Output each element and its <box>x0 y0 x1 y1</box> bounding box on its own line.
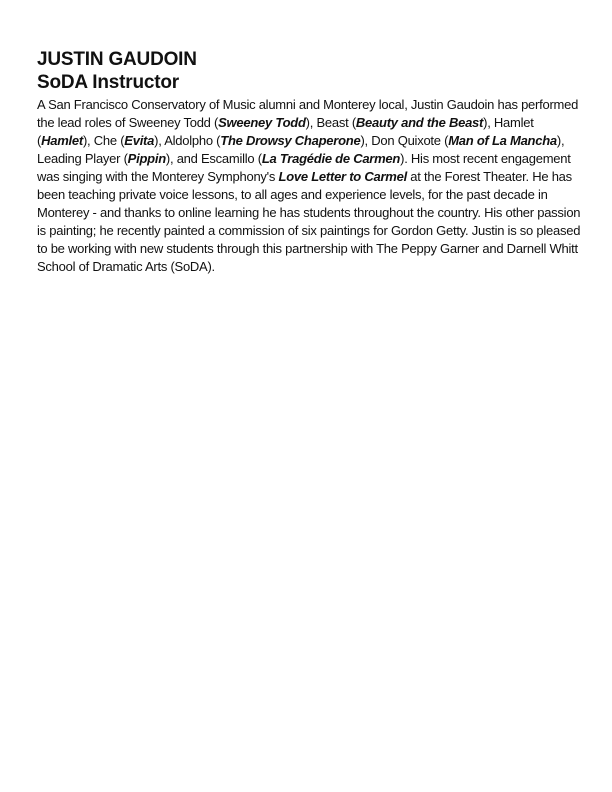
work-title: La Tragédie de Carmen <box>261 151 401 166</box>
bio-text: ). His most recent engagement was singing with the Monterey Symphony's <box>37 151 571 184</box>
bio-text: ), Che ( <box>82 133 125 148</box>
bio-text: at the Forest Theater. He has been teaching private voice lessons, to all ages and experience levels, for the past decade in Monterey - and thanks to online learning he has students throughout the country. His other passion is painting; he recently painted a commission of six paintings for Gordon Getty. Justin is so pleased to be working with new students through this partnership with The Peppy Garner and Darnell Whitt School of Dramatic Arts (SoDA). <box>37 169 581 274</box>
bio-text: A San Francisco Conservatory of Music alumni and Monterey local, Justin Gaudoin has performed the lead roles of Sweeney Todd ( <box>37 97 579 130</box>
bio-paragraph <box>37 96 587 276</box>
instructor-name: JUSTIN GAUDOIN <box>37 49 197 70</box>
work-title: Hamlet <box>41 133 83 148</box>
bio-text: ), Leading Player ( <box>37 133 565 166</box>
work-title: Evita <box>124 133 155 148</box>
bio-text: ), Aldolpho ( <box>154 133 221 148</box>
instructor-role: SoDA Instructor <box>37 72 179 93</box>
work-title: Pippin <box>127 151 166 166</box>
instructor-bio <box>37 48 587 276</box>
bio-text: ), Hamlet ( <box>37 115 534 148</box>
work-title: Sweeney Todd <box>218 115 306 130</box>
work-title: Man of La Mancha <box>448 133 557 148</box>
work-title: The Drowsy Chaperone <box>220 133 361 148</box>
work-title: Beauty and the Beast <box>355 115 484 130</box>
work-title: Love Letter to Carmel <box>278 169 407 184</box>
bio-text: ), and Escamillo ( <box>165 151 262 166</box>
bio-text: ), Don Quixote ( <box>360 133 449 148</box>
bio-text: ), Beast ( <box>305 115 356 130</box>
